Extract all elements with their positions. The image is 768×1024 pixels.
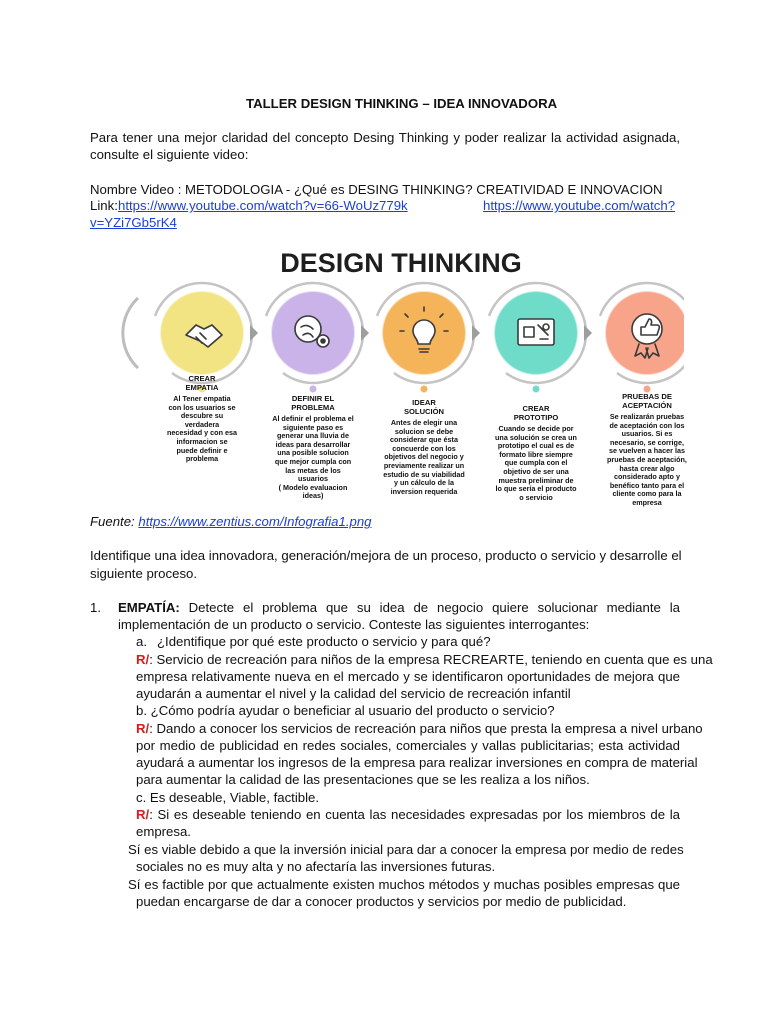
step-dot-3 — [421, 386, 428, 393]
question-a-label: a. — [136, 634, 147, 649]
step-circle-4 — [472, 269, 600, 397]
answer-a-line1: R/: Servicio de recreación para niños de la empresa RECREARTE, teniendo en cuenta que es una — [136, 652, 713, 667]
step-description-line: las metas de los — [285, 465, 341, 475]
step-heading-line: PROTOTIPO — [513, 413, 559, 422]
step-text-4 — [486, 404, 586, 502]
step-heading — [486, 404, 586, 422]
answer-a-line3: ayudarán a aumentar el nivel y la calidad del servicio de recreación infantil — [136, 686, 571, 701]
step-description — [486, 425, 586, 502]
step-description-line: puede definir e — [176, 445, 228, 455]
document-title: TALLER DESIGN THINKING – IDEA INNOVADORA — [246, 96, 558, 111]
source-label: Fuente: — [90, 514, 139, 529]
section-intro: EMPATÍA: Detecte el problema que su idea de negocio quiere solucionar mediante la — [118, 600, 680, 615]
step-heading-line: PROBLEMA — [291, 403, 335, 412]
step-description-line: ideas para desarrollar — [275, 439, 351, 449]
step-description-line: Se realizarán pruebas — [609, 412, 685, 421]
step-description-line: solucion se debe — [394, 426, 454, 436]
step-description-line: previamente realizar un — [383, 460, 465, 470]
section-heading: EMPATÍA: — [118, 600, 180, 615]
step-heading-line: CREAR — [522, 404, 550, 413]
step-circle-5 — [583, 269, 684, 397]
step-text-3 — [374, 398, 474, 496]
step-description-line: que mejor cumpla con — [274, 456, 352, 466]
step-description-line: Cuando se decide por — [498, 424, 574, 433]
source-line — [90, 513, 372, 531]
step-description-line: Al definir el problema el — [272, 414, 354, 423]
award-thumbs-up-icon — [632, 314, 662, 358]
answer-c-line1: R/: Si es deseable teniendo en cuenta las necesidades expresadas por los miembros de la — [136, 807, 680, 822]
step-description-line: muestra preliminar de — [498, 475, 574, 485]
step-text-2 — [263, 394, 363, 501]
step-heading — [597, 392, 697, 410]
step-description-line: se vuelven a hacer las — [609, 446, 685, 456]
step-heading-line: IDEAR — [412, 398, 436, 407]
step-description-line: formato libre siempre — [499, 449, 573, 459]
video-link-2[interactable]: https://www.youtube.com/watch? — [483, 198, 676, 213]
step-description-line: una solución se crea un — [495, 432, 577, 442]
answer-b-line3: ayudará a aumentar los ingresos de la empresa para realizar inversiones en compra de material — [136, 755, 698, 770]
identify-text: Identifique una idea innovadora, generación/mejora de un proceso, producto o servicio y desarrolle el — [90, 548, 682, 563]
step-dot-2 — [310, 386, 317, 393]
step-description-line: Al Tener empatia — [173, 394, 231, 403]
step-description-line: generar una lluvia de — [277, 431, 349, 441]
question-b: b. ¿Cómo podría ayudar o beneficiar al usuario del producto o servicio? — [136, 703, 555, 718]
question-c: c. Es deseable, Viable, factible. — [136, 790, 320, 805]
video-link-2-cont[interactable]: v=YZi7Gb5rK4 — [90, 215, 177, 230]
step-heading-line: SOLUCIÓN — [403, 407, 445, 416]
step-description-line: objetivos del negocio y — [384, 452, 464, 462]
step-description-line: informacion se — [176, 436, 228, 446]
step-description-line: ( Modelo evaluacion — [278, 482, 348, 492]
step-description-line: siguiente paso es — [282, 422, 344, 432]
step-circle-2 — [249, 269, 377, 397]
step-circle-3 — [360, 269, 488, 397]
step-description-line: y un cálculo de la — [394, 478, 454, 488]
step-description-line: considerar que ésta — [390, 435, 458, 445]
step-description-line: hasta crear algo — [619, 463, 675, 473]
question-a: ¿Identifique por qué este producto o servicio y para qué? — [157, 634, 491, 649]
step-description-line: lo que sería el producto — [495, 484, 577, 494]
answer-a-line2: empresa relativamente nueva en el mercado y se identificaron oportunidades de mejora que — [136, 669, 680, 684]
step-heading-line: DEFINIR EL — [291, 394, 335, 403]
infographic-title: DESIGN THINKING — [280, 248, 522, 278]
blueprint-icon — [518, 319, 554, 345]
answer-b-line1: R/: Dando a conocer los servicios de recreación para niños que presta la empresa a nivel urbano — [136, 721, 703, 736]
step-description-line: objetivo de ser una — [503, 466, 569, 476]
step-description-line: o servicio — [519, 492, 553, 502]
step-description-line: cliente como para la — [612, 489, 682, 499]
answer-b-line2: por medio de publicidad en redes sociales, comerciales y vallas publicitarias; esta actividad — [136, 738, 680, 753]
step-description-line: una posible solucion — [277, 448, 349, 458]
step-description-line: ideas) — [302, 491, 324, 501]
step-description-line: empresa — [632, 497, 662, 507]
step-description-line: problema — [185, 454, 219, 464]
section-number: 1. — [90, 600, 101, 615]
step-description-line: usuarios. Si es — [621, 429, 673, 439]
step-description-line: considerado apto y — [614, 472, 680, 482]
viable-line1: Sí es viable debido a que la inversión inicial para dar a conocer la empresa por medio de redes — [128, 842, 684, 857]
step-description-line: concuerde con los — [392, 443, 456, 453]
step-description-line: que cumpla con el — [504, 458, 568, 468]
step-heading — [152, 374, 252, 392]
step-description — [597, 413, 697, 508]
step-description-line: pruebas de aceptación, — [607, 454, 687, 464]
answer-b-line4: para aumentar la calidad de las presentaciones que se les realiza a los niños. — [136, 772, 590, 787]
step-heading-line: CREAR — [188, 374, 216, 383]
step-heading — [263, 394, 363, 412]
step-description-line: usuarios — [298, 474, 328, 484]
step-heading-line: EMPATIA — [185, 383, 219, 392]
step-text-1 — [152, 374, 252, 464]
step-description — [263, 415, 363, 501]
step-description-line: necesario, se corrige, — [610, 437, 684, 447]
step-dot-4 — [533, 386, 540, 393]
step-description-line: descubre su — [180, 411, 224, 421]
video-link-1[interactable]: https://www.youtube.com/watch?v=66-WoUz779k — [118, 198, 408, 213]
design-thinking-infographic — [118, 236, 687, 507]
step-description — [152, 395, 252, 464]
intro-text: Para tener una mejor claridad del concepto Desing Thinking y poder realizar la actividad asignada, — [90, 130, 680, 145]
step-description-line: de aceptación con los — [609, 420, 685, 430]
answer-c-line2: empresa. — [136, 824, 191, 839]
step-heading — [374, 398, 474, 416]
video-link-label: Link: — [90, 198, 118, 213]
factible-line2: puedan encargarse de dar a conocer productos y servicios por medio de publicidad. — [136, 894, 627, 909]
step-description-line: estudio de su viabilidad — [383, 469, 465, 479]
step-text-5 — [597, 392, 697, 508]
step-description — [374, 419, 474, 496]
step-heading-line: ACEPTACIÓN — [622, 401, 672, 410]
viable-line2: sociales no es muy alta y no afectaría las inversiones futuras. — [136, 859, 496, 874]
step-description-line: necesidad y con esa — [167, 428, 237, 438]
step-description-line: Antes de elegir una — [390, 418, 458, 427]
step-description-line: prototipo el cual es de — [497, 441, 575, 451]
factible-line1: Sí es factible por que actualmente existen muchos métodos y muchas posibles empresas que — [128, 877, 680, 892]
step-description-line: benéfico tanto para el — [609, 480, 685, 490]
source-link[interactable]: https://www.zentius.com/Infografia1.png — [138, 514, 372, 529]
identify-text-cont: siguiente proceso. — [90, 566, 198, 581]
video-name: Nombre Video : METODOLOGIA - ¿Qué es DESING THINKING? CREATIVIDAD E INNOVACION — [90, 182, 663, 197]
intro-text-cont: consulte el siguiente video: — [90, 147, 249, 162]
step-description-line: verdadera — [184, 419, 220, 429]
step-description-line: inversion requerida — [390, 486, 458, 496]
section-intro-cont: implementación de un producto o servicio. Conteste las siguientes interrogantes: — [118, 617, 590, 632]
step-heading-line: PRUEBAS DE — [622, 392, 672, 401]
step-description-line: con los usuarios se — [168, 402, 236, 412]
